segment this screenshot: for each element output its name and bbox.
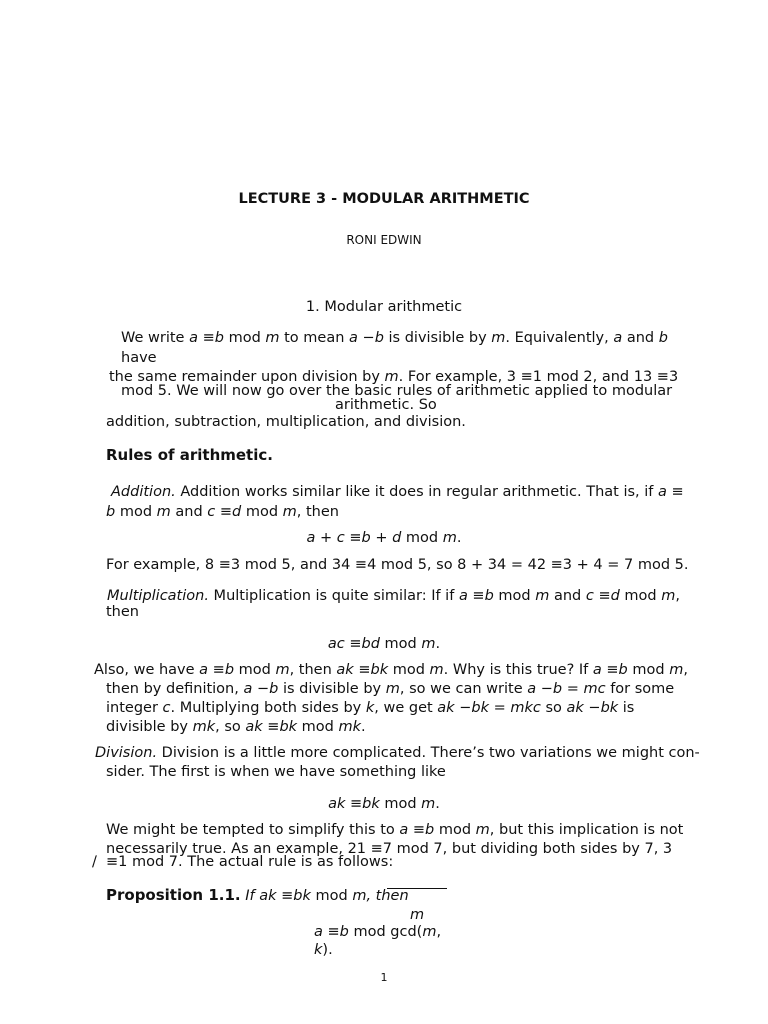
math-symbol: a [189, 330, 198, 346]
paper-title: LECTURE 3 - MODULAR ARITHMETIC [238, 191, 530, 207]
math-symbol: d [610, 588, 620, 604]
math-symbol: c [336, 530, 345, 546]
proposition-equation [314, 923, 441, 942]
multiplication-also-line [106, 699, 634, 718]
math-symbol: b [339, 924, 349, 940]
text-run: mod [434, 822, 476, 838]
text-run: − [454, 700, 472, 716]
math-symbol: m [282, 504, 297, 520]
math-symbol: b [618, 662, 628, 678]
text-run: ≡ [601, 662, 619, 678]
math-symbol: b [106, 504, 116, 520]
math-symbol: d [392, 530, 402, 546]
text-run: , [683, 662, 688, 678]
text-run: , then [289, 662, 337, 678]
text-run: We might be tempted to simplify this to [106, 822, 400, 838]
division-paragraph-line [106, 821, 683, 840]
text-run: . Multiplying both sides by [170, 700, 366, 716]
math-symbol: m [535, 588, 550, 604]
text-run: = [488, 700, 511, 716]
text-run: ≡ [344, 636, 362, 652]
math-symbol: m [265, 330, 280, 346]
text-run: Also, we have [94, 662, 200, 678]
text-run: ≡ [344, 530, 362, 546]
math-symbol: m [422, 924, 437, 940]
math-symbol: a [314, 924, 323, 940]
math-symbol: b [658, 330, 668, 346]
multiplication-also-line [94, 661, 688, 680]
not-equivalent-slash: ∕ [92, 854, 97, 870]
text-run: Division is a little more complicated. There’s two variations we might con- [157, 745, 700, 761]
text-run: , then [296, 504, 339, 520]
page-number: 1 [380, 971, 388, 984]
text-run: mod [223, 330, 266, 346]
math-symbol: m [275, 662, 290, 678]
proposition-condition [241, 888, 409, 904]
text-run: for some [605, 681, 675, 697]
math-symbol: c [207, 504, 216, 520]
text-run: = [562, 681, 584, 697]
division-equation [0, 795, 768, 814]
text-run: mod [401, 530, 443, 546]
math-symbol: ak [259, 888, 277, 904]
text-run: . [435, 636, 441, 652]
section-heading: 1. Modular arithmetic [305, 299, 463, 315]
math-symbol: a [658, 484, 667, 500]
math-symbol: m [421, 636, 436, 652]
math-symbol: mkc [510, 700, 541, 716]
math-symbol: a [349, 330, 358, 346]
math-symbol: bk [293, 888, 311, 904]
math-symbol: ak [437, 700, 455, 716]
math-symbol: bk [362, 796, 380, 812]
text-run: and [622, 330, 659, 346]
math-symbol: b [374, 330, 384, 346]
text-run: mod [310, 888, 353, 904]
text-run: ≡ [353, 662, 371, 678]
text-run: , [436, 924, 442, 940]
division-line [95, 744, 700, 763]
math-symbol: ak [245, 719, 263, 735]
text-run: mod [379, 796, 422, 812]
math-symbol: m [429, 662, 444, 678]
math-symbol: a [527, 681, 537, 697]
addition-equation [0, 529, 768, 548]
text-run: so [540, 700, 567, 716]
math-symbol: mk [192, 719, 216, 735]
addition-example: For example, 8 ≡3 mod 5, and 34 ≡4 mod 5, so 8 + 34 = 42 ≡3 + 4 = 7 mod 5. [106, 557, 689, 573]
text-run: integer [106, 700, 163, 716]
math-symbol: b [361, 530, 371, 546]
text-run: We write [121, 330, 190, 346]
math-symbol: m [421, 796, 436, 812]
text-run: ≡ [215, 504, 233, 520]
math-symbol: b [484, 588, 494, 604]
math-symbol: mk [338, 719, 362, 735]
text-run: . Equivalently, [505, 330, 614, 346]
math-symbol: m [475, 822, 490, 838]
math-symbol: a [199, 662, 209, 678]
multiplication-equation [0, 635, 768, 654]
math-symbol: m [491, 330, 506, 346]
math-symbol: bk [370, 662, 389, 678]
proposition-label: Proposition 1.1. [106, 886, 241, 904]
text-run: , so [215, 719, 246, 735]
text-run: mod [115, 504, 157, 520]
text-run: ≡ [208, 662, 225, 678]
math-symbol: m [385, 681, 400, 697]
math-symbol: a [458, 588, 468, 604]
text-run: − [252, 681, 270, 697]
text-run: is divisible by [278, 681, 386, 697]
math-symbol: m [669, 662, 684, 678]
text-run: − [583, 700, 601, 716]
text-run: ≡ [322, 924, 340, 940]
text-run: mod [379, 636, 422, 652]
text-run: is [618, 700, 635, 716]
text-run: + [370, 530, 393, 546]
math-symbol: If [240, 888, 260, 904]
math-symbol: bk [279, 719, 298, 735]
math-symbol: Addition. [111, 484, 176, 500]
text-run: ≡ [467, 588, 485, 604]
text-run: . [435, 796, 440, 812]
math-symbol: b [425, 822, 435, 838]
intro-line: have [121, 350, 157, 366]
addition-line [111, 483, 684, 502]
proposition-equation [314, 941, 333, 960]
text-run: . [456, 530, 462, 546]
math-symbol: m [442, 530, 457, 546]
text-run: mod [297, 719, 339, 735]
fraction-bar [387, 888, 447, 889]
math-symbol: ak [336, 662, 354, 678]
math-symbol: m [352, 888, 367, 904]
text-run: , but this implication is not [489, 822, 684, 838]
math-symbol: d [232, 504, 242, 520]
math-symbol: a [243, 681, 253, 697]
text-run: the same remainder upon division by [109, 369, 385, 385]
math-symbol: ak [328, 796, 346, 812]
text-run: is divisible by [383, 330, 492, 346]
multiplication-line [107, 587, 680, 606]
text-run: and [170, 504, 208, 520]
math-symbol: a [306, 530, 316, 546]
math-symbol: bk [471, 700, 489, 716]
intro-line [121, 329, 668, 348]
text-run: divisible by [106, 719, 193, 735]
math-symbol: mc [583, 681, 606, 697]
math-symbol: a [399, 822, 409, 838]
math-symbol: b [224, 662, 235, 678]
text-run: + [315, 530, 337, 546]
text-run: ). [322, 942, 333, 958]
division-paragraph-line: ≡1 mod 7. The actual rule is as follows: [106, 854, 394, 870]
math-symbol: m [156, 504, 171, 520]
math-symbol: b [214, 330, 224, 346]
text-run: . Why is this true? If [443, 662, 593, 678]
addition-line [106, 503, 339, 522]
text-run: ≡ [345, 796, 363, 812]
text-run: − [536, 681, 553, 697]
math-symbol: k [365, 700, 375, 716]
text-run: ≡ [276, 888, 294, 904]
text-run: ≡ [593, 588, 611, 604]
math-symbol: c [162, 700, 171, 716]
math-symbol: a [592, 662, 602, 678]
text-run: ≡ [197, 330, 215, 346]
text-run: and [549, 588, 586, 604]
division-paragraph-line: necessarily true. As an example, 21 ≡7 mod 7, but dividing both sides by 7, 3 [106, 841, 673, 857]
text-run: , [675, 588, 680, 604]
text-run: mod [627, 662, 670, 678]
math-symbol: bd [361, 636, 380, 652]
math-symbol: m [384, 369, 399, 385]
text-run: then by definition, [106, 681, 244, 697]
math-symbol: , then [366, 888, 409, 904]
multiplication-also-line [106, 680, 674, 699]
proposition-statement [106, 886, 409, 906]
text-run: ≡ [408, 822, 426, 838]
math-symbol: bk [600, 700, 619, 716]
math-symbol: a [613, 330, 623, 346]
text-run: Multiplication is quite similar: If if [208, 588, 459, 604]
text-run: , we get [374, 700, 438, 716]
multiplication-also-line [106, 718, 366, 737]
text-run: Addition works similar like it does in regular arithmetic. That is, if [175, 484, 659, 500]
text-run: mod [234, 662, 276, 678]
math-symbol: c [585, 588, 594, 604]
math-symbol: m [661, 588, 676, 604]
math-symbol: b [552, 681, 563, 697]
text-run: mod [388, 662, 430, 678]
text-run: . For example, 3 ≡1 mod 2, and 13 ≡3 [398, 369, 679, 385]
math-symbol: Division. [95, 745, 158, 761]
math-symbol: b [269, 681, 279, 697]
author-name: RONI EDWIN [346, 233, 422, 247]
math-symbol: k [314, 942, 323, 958]
text-run: ≡ [262, 719, 280, 735]
text-run: , so we can write [399, 681, 528, 697]
intro-line: addition, subtraction, multiplication, and division. [106, 414, 466, 430]
text-run: mod [241, 504, 283, 520]
text-run: mod gcd( [348, 924, 423, 940]
rules-heading: Rules of arithmetic. [106, 446, 273, 464]
math-symbol: Multiplication. [107, 588, 209, 604]
text-run: − [357, 330, 375, 346]
intro-line: arithmetic. So [335, 397, 437, 413]
math-symbol: ak [566, 700, 584, 716]
text-run: ≡ [666, 484, 684, 500]
text-run: mod [493, 588, 536, 604]
text-run: mod [619, 588, 662, 604]
text-run: . [361, 719, 366, 735]
multiplication-line: then [106, 604, 139, 620]
math-symbol: ac [327, 636, 345, 652]
text-run: to mean [279, 330, 350, 346]
intro-line: mod 5. We will now go over the basic rules of arithmetic applied to modular [121, 383, 673, 399]
division-line: sider. The first is when we have something like [106, 764, 446, 780]
fraction-numerator: m [410, 907, 425, 923]
